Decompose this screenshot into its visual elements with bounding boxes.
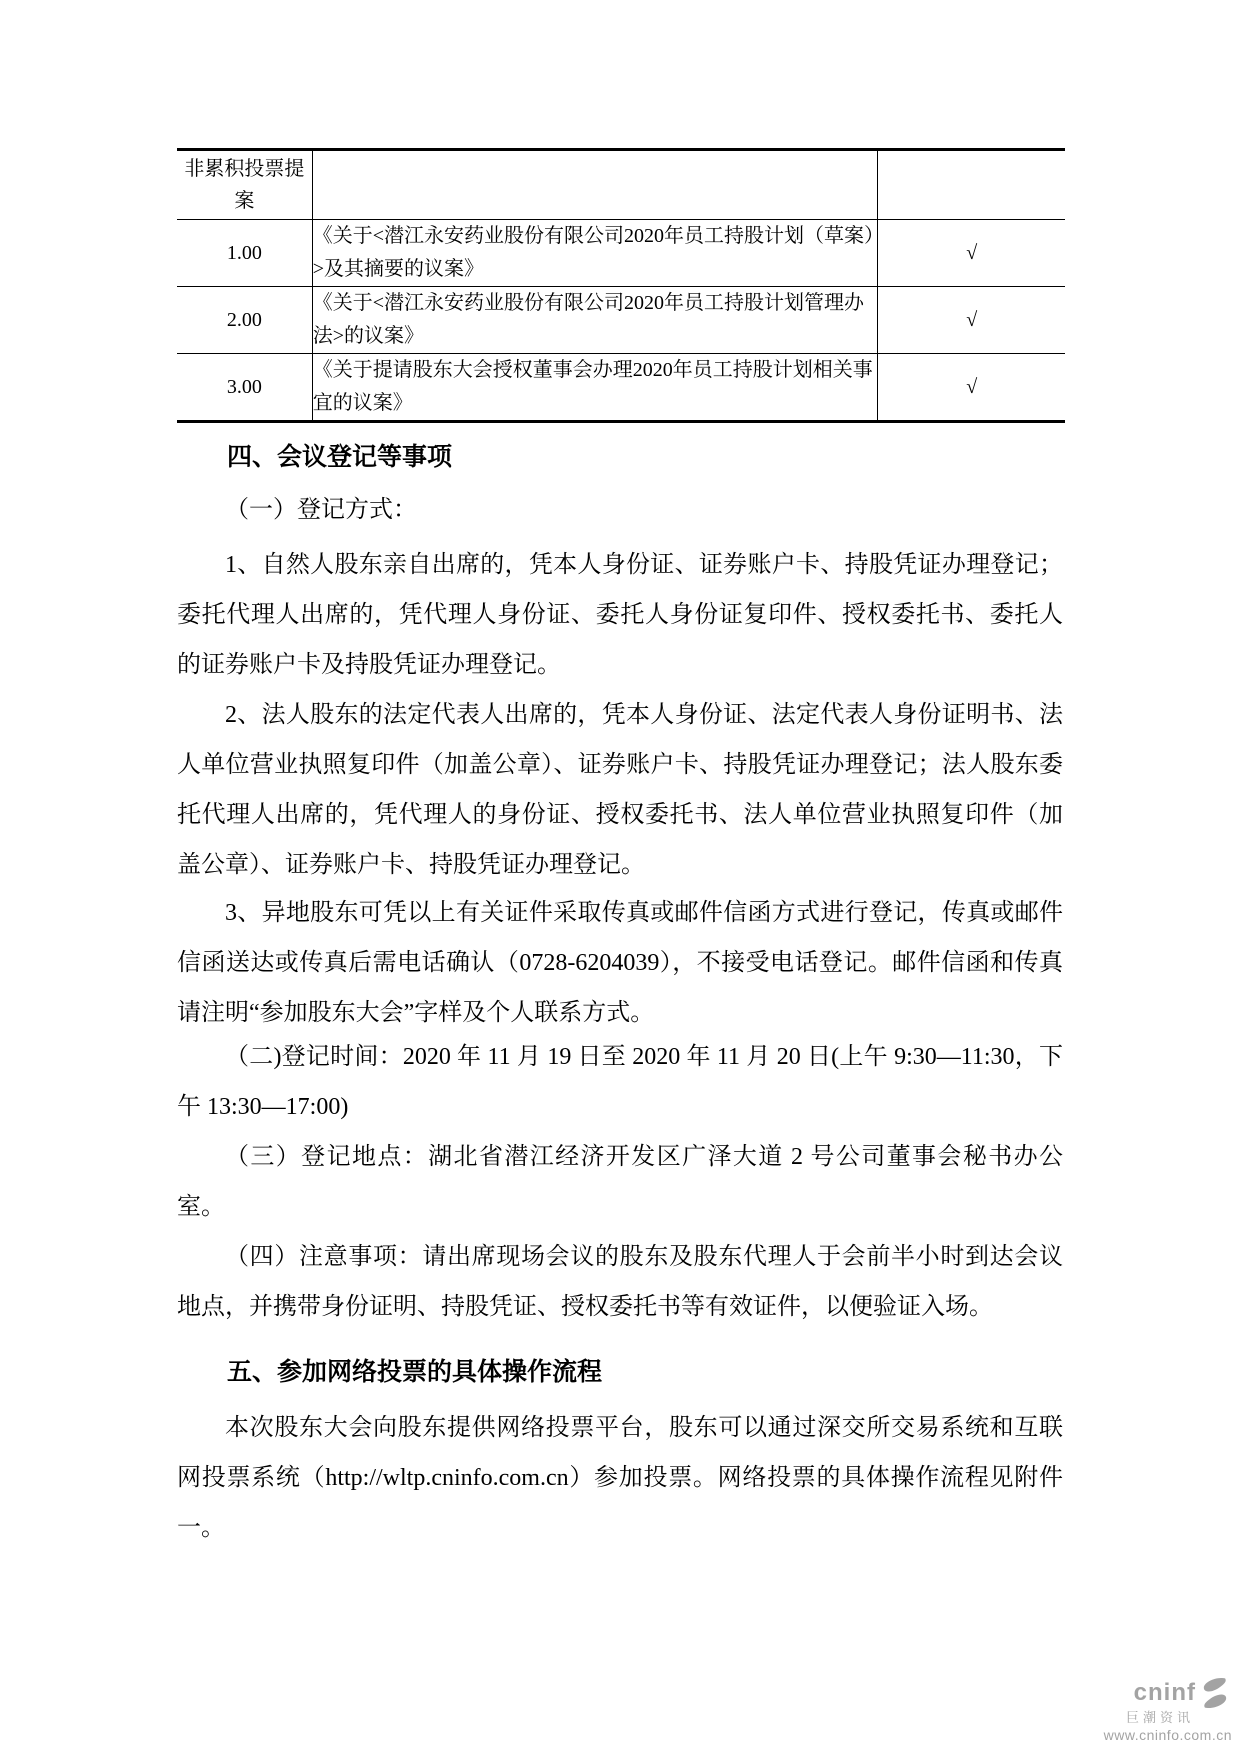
header-proposal-title bbox=[312, 150, 878, 220]
proposal-title-cell: 《关于<潜江永安药业股份有限公司2020年员工持股计划管理办法>的议案》 bbox=[312, 287, 878, 354]
cninfo-logo-icon bbox=[1198, 1678, 1232, 1708]
cninfo-watermark bbox=[1104, 1678, 1232, 1742]
section-4-heading: 四、会议登记等事项 bbox=[227, 443, 453, 471]
check-mark: √ bbox=[878, 354, 1065, 422]
proposal-no-cell: 3.00 bbox=[177, 354, 312, 422]
proposal-row bbox=[177, 354, 1065, 422]
cninfo-url: www.cninfo.com.cn bbox=[1103, 1727, 1232, 1743]
proposal-row bbox=[177, 220, 1065, 287]
table-header-row bbox=[177, 150, 1065, 220]
proposal-no-cell: 2.00 bbox=[177, 287, 312, 354]
paragraph-legal-person: 2、法人股东的法定代表人出席的，凭本人身份证、法定代表人身份证明书、法人单位营业执照复印件（加盖公章）、证券账户卡、持股凭证办理登记；法人股东委托代理人出席的，凭代理人的身份证、授权委托书、法人单位营业执照复印件（加盖公章）、证券账户卡、持股凭证办理登记。 bbox=[177, 702, 1063, 878]
proposal-no-cell: 1.00 bbox=[177, 220, 312, 287]
header-noncumulative-proposals: 非累积投票提案 bbox=[177, 150, 312, 220]
paragraph-registration-place: （三）登记地点：湖北省潜江经济开发区广泽大道 2 号公司董事会秘书办公室。 bbox=[177, 1144, 1063, 1220]
cninfo-brand: cninf bbox=[1133, 1679, 1196, 1706]
proposal-title-cell: 《关于<潜江永安药业股份有限公司2020年员工持股计划（草案）>及其摘要的议案》 bbox=[312, 220, 878, 287]
paragraph-registration-time: （二)登记时间：2020 年 11 月 19 日至 2020 年 11 月 20 日(上午 9:30—11:30，下午 13:30—17:00) bbox=[177, 1044, 1063, 1120]
header-vote bbox=[878, 150, 1065, 220]
registration-method-label: （一）登记方式： bbox=[225, 497, 417, 523]
check-mark: √ bbox=[878, 287, 1065, 354]
proposal-table bbox=[177, 148, 1065, 423]
cninfo-name: 巨潮资讯 bbox=[1125, 1710, 1194, 1725]
proposal-title-cell: 《关于提请股东大会授权董事会办理2020年员工持股计划相关事宜的议案》 bbox=[312, 354, 878, 422]
section-5-heading: 五、参加网络投票的具体操作流程 bbox=[227, 1358, 603, 1386]
proposal-row bbox=[177, 287, 1065, 354]
paragraph-online-voting: 本次股东大会向股东提供网络投票平台，股东可以通过深交所交易系统和互联网投票系统（http://wltp.cninfo.com.cn）参加投票。网络投票的具体操作流程见附件一。 bbox=[177, 1415, 1063, 1541]
check-mark: √ bbox=[878, 220, 1065, 287]
paragraph-remote-registration: 3、异地股东可凭以上有关证件采取传真或邮件信函方式进行登记，传真或邮件信函送达或传真后需电话确认（0728-6204039），不接受电话登记。邮件信函和传真请注明“参加股东大会”字样及个人联系方式。 bbox=[177, 900, 1063, 1026]
paragraph-natural-person: 1、自然人股东亲自出席的，凭本人身份证、证券账户卡、持股凭证办理登记；委托代理人出席的，凭代理人身份证、委托人身份证复印件、授权委托书、委托人的证券账户卡及持股凭证办理登记。 bbox=[177, 552, 1063, 678]
paragraph-notes: （四）注意事项：请出席现场会议的股东及股东代理人于会前半小时到达会议地点，并携带身份证明、持股凭证、授权委托书等有效证件，以便验证入场。 bbox=[177, 1244, 1063, 1320]
